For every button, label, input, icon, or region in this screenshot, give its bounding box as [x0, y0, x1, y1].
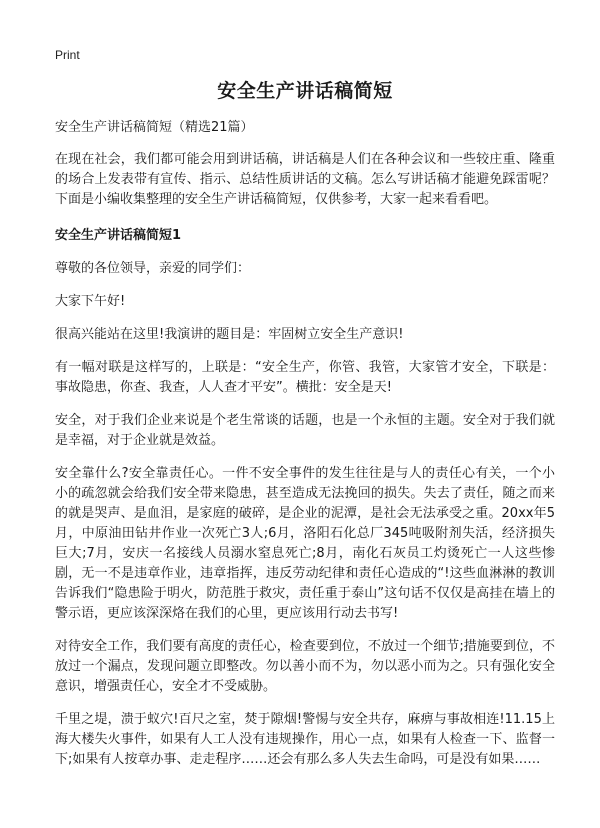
attitude-paragraph: 对待安全工作，我们要有高度的责任心，检查要到位，不放过一个细节;措施要到位，不放过一个漏点，发现问题立即整改。勿以善小而不为，勿以恶小而为之。只有强化安全意识，增强责任心，安全才不受威胁。 — [55, 639, 555, 694]
print-link[interactable]: Print — [55, 48, 80, 62]
document-page — [55, 78, 555, 783]
greeting-paragraph: 大家下午好! — [55, 294, 126, 309]
section-heading: 安全生产讲话稿简短1 — [55, 228, 182, 243]
document-title: 安全生产讲话稿简短 — [217, 80, 393, 102]
topic-paragraph: 很高兴能站在这里!我演讲的题目是：牢固树立安全生产意识! — [55, 327, 404, 342]
salutation-paragraph: 尊敬的各位领导，亲爱的同学们： — [55, 261, 251, 276]
couplet-paragraph: 有一幅对联是这样写的，上联是：“安全生产，你管、我管，大家管才安全，下联是：事故隐患，你查、我查，人人查才平安”。横批：安全是天! — [55, 360, 555, 395]
document-subtitle: 安全生产讲话稿简短（精选21篇） — [55, 120, 254, 135]
responsibility-paragraph: 安全靠什么?安全靠责任心。一件不安全事件的发生往往是与人的责任心有关，一个小小的疏忽就会给我们安全带来隐患，甚至造成无法挽回的损失。失去了责任，随之而来的就是哭声、是血泪，是家庭的破碎，是企业的泥潭，是社会无法承受之重。20xx年5月，中原油田钻井作业一次死亡3人;6月，洛阳石化总厂345吨吸附剂失活，经济损失巨大;7月，安庆一名接线人员溺水窒息死亡;8月，南化石灰员工灼烫死亡一人这些惨剧，无一不是违章作业，违章指挥，违反劳动纪律和责任心造成的“!这些血淋淋的教训告诉我们“隐患险于明火，防范胜于救灾，责任重于泰山”这句话不仅仅是高挂在墙上的警示语，更应该深深烙在我们的心里，更应该用行动去书写! — [55, 466, 555, 621]
intro-paragraph: 在现在社会，我们都可能会用到讲话稿，讲话稿是人们在各种会议和一些较庄重、隆重的场合上发表带有宣传、指示、总结性质讲话的文稿。怎么写讲话稿才能避免踩雷呢？下面是小编收集整理的安全生产讲话稿简短，仅供参考，大家一起来看看吧。 — [55, 152, 555, 207]
safety-theme-paragraph: 安全，对于我们企业来说是个老生常谈的话题，也是一个永恒的主题。安全对于我们就是幸福，对于企业就是效益。 — [55, 413, 555, 448]
warning-paragraph: 千里之堤，溃于蚁穴!百尺之室，焚于隙烟!警惕与安全共存，麻痹与事故相连!11.15上海大楼失火事件，如果有人工人没有违规操作，用心一点，如果有人检查一下、监督一下;如果有人按章办事、走走程序……还会有那么多人失去生命吗，可是没有如果…… — [55, 712, 555, 767]
